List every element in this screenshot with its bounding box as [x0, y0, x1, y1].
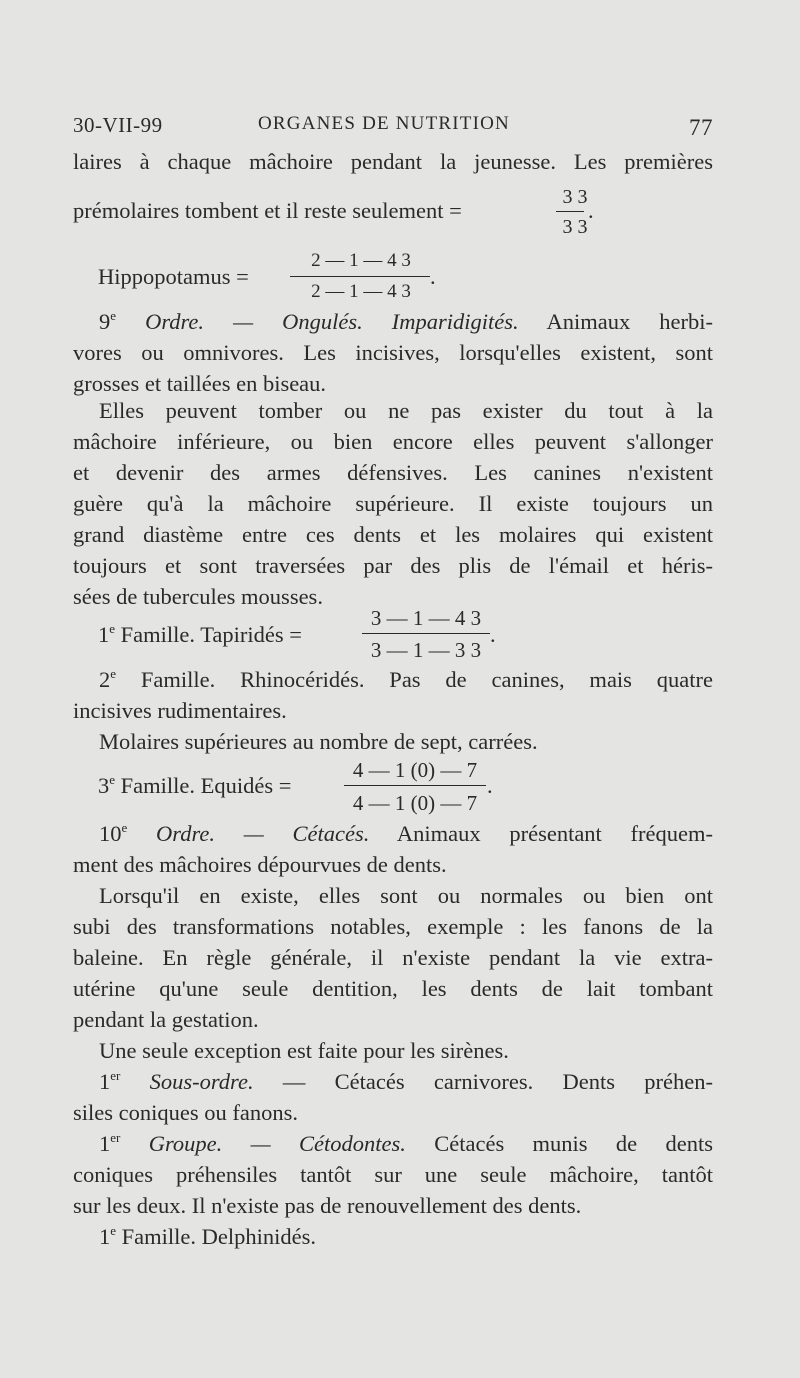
ordre10-rest: Animaux présentant fréquem- [396, 821, 714, 846]
famille3-sup: e [109, 772, 116, 787]
sous-ordre-title: Sous-ordre. [149, 1069, 254, 1094]
formula-numerator: 3 3 [562, 186, 588, 208]
header-date: 30-VII-99 [73, 113, 163, 137]
header-title: ORGANES DE NUTRITION [258, 113, 510, 134]
hippo-formula-numerator: 2 — 1 — 4 3 [311, 250, 411, 271]
ordre10-sup: e [121, 820, 128, 835]
tapirides-formula-denominator: 3 — 1 — 3 3 [370, 638, 482, 662]
sous-ordre-line1 [73, 1066, 713, 1097]
famille1-text: Famille. Tapiridés = [120, 622, 302, 647]
groupe-rest: Cétacés munis de dents [434, 1131, 714, 1156]
famille-delph-num: 1 [99, 1224, 111, 1249]
famille2-num: 2 [99, 667, 111, 692]
page-number: 77 [689, 115, 713, 140]
sous-ordre-num: 1 [99, 1069, 111, 1094]
groupe-title: Groupe. — Cétodontes. [148, 1131, 406, 1156]
p-elles-line2: mâchoire inférieure, ou bien encore elles peuvent s'allonger [73, 429, 713, 454]
famille3-label [98, 773, 291, 799]
formula-period: . [490, 622, 496, 647]
running-header [73, 113, 713, 143]
p-elles-line3: et devenir des armes défensives. Les canines n'existent [73, 460, 713, 485]
equides-formula-numerator: 4 — 1 (0) — 7 [352, 758, 478, 782]
famille3-text: Famille. Equidés = [120, 773, 292, 798]
exception-line: Une seule exception est faite pour les sirènes. [99, 1038, 509, 1063]
ordre9-line1 [73, 306, 713, 337]
p-elles-line6: toujours et sont traversées par des plis de l'émail et héris- [73, 553, 713, 578]
line-laires: laires à chaque mâchoire pendant la jeunesse. Les premières [73, 149, 713, 174]
ordre10-title: Ordre. — Cétacés. [156, 821, 370, 846]
p-lorsqu-line1: Lorsqu'il en existe, elles sont ou normales ou bien ont [99, 883, 713, 908]
groupe-num: 1 [99, 1131, 111, 1156]
ordre9-line2: vores ou omnivores. Les incisives, lorsqu'elles existent, sont [73, 340, 713, 365]
groupe-line2: coniques préhensiles tantôt sur une seule mâchoire, tantôt [73, 1162, 713, 1187]
p-elles-line7: sées de tubercules mousses. [73, 584, 323, 609]
line-premolaires: prémolaires tombent et il reste seulement = [73, 198, 462, 223]
formula-period: . [487, 773, 493, 798]
molaires-line: Molaires supérieures au nombre de sept, carrées. [99, 729, 538, 754]
fraction-bar [556, 211, 584, 212]
ordre10-line1 [73, 818, 713, 849]
sous-ordre-line2: siles coniques ou fanons. [73, 1100, 298, 1125]
p-elles-line4: guère qu'à la mâchoire supérieure. Il existe toujours un [73, 491, 713, 516]
equides-formula-denominator: 4 — 1 (0) — 7 [352, 791, 478, 815]
famille1-label [98, 622, 302, 648]
famille-delph-text: Famille. Delphinidés. [121, 1224, 317, 1249]
formula-period: . [588, 198, 594, 223]
fraction-bar [344, 785, 486, 786]
p-lorsqu-line4: utérine qu'une seule dentition, les dents de lait tombant [73, 976, 713, 1001]
ordre9-num: 9 [99, 309, 111, 334]
groupe-line3: sur les deux. Il n'existe pas de renouvellement des dents. [73, 1193, 582, 1218]
ordre9-rest: Animaux herbi- [546, 309, 713, 334]
p-lorsqu-line5: pendant la gestation. [73, 1007, 259, 1032]
groupe-line1 [73, 1128, 713, 1159]
tapirides-formula-numerator: 3 — 1 — 4 3 [370, 606, 482, 630]
p-elles-line5: grand diastème entre ces dents et les molaires qui existent [73, 522, 713, 547]
famille2-sup: e [110, 666, 117, 681]
famille2-line1 [73, 664, 713, 695]
groupe-sup: er [110, 1130, 121, 1145]
formula-period: . [430, 264, 436, 289]
famille3-num: 3 [98, 773, 110, 798]
sous-ordre-sup: er [110, 1068, 121, 1083]
p-elles-line1: Elles peuvent tomber ou ne pas exister du tout à la [99, 398, 713, 423]
fraction-bar [362, 633, 490, 634]
famille-delph-sup: e [110, 1223, 117, 1238]
p-lorsqu-line3: baleine. En règle générale, il n'existe pendant la vie extra- [73, 945, 713, 970]
ordre9-line3: grosses et taillées en biseau. [73, 371, 327, 396]
p-lorsqu-line2: subi des transformations notables, exemple : les fanons de la [73, 914, 713, 939]
hippopotamus-label: Hippopotamus = [98, 264, 249, 289]
formula-denominator: 3 3 [562, 216, 588, 238]
ordre9-title: Ordre. — Ongulés. Imparidigités. [145, 309, 519, 334]
famille1-sup: e [109, 621, 116, 636]
famille-delphinides-line [73, 1221, 713, 1252]
ordre10-line2: ment des mâchoires dépourvues de dents. [73, 852, 447, 877]
ordre9-sup: e [110, 308, 117, 323]
famille1-num: 1 [98, 622, 110, 647]
famille2-line2: incisives rudimentaires. [73, 698, 287, 723]
ordre10-num: 10 [99, 821, 122, 846]
hippo-formula-denominator: 2 — 1 — 4 3 [311, 281, 411, 302]
fraction-bar [290, 276, 430, 277]
famille2-text: Famille. Rhinocéridés. Pas de canines, mais quatre [140, 667, 713, 692]
sous-ordre-rest: — Cétacés carnivores. Dents préhen- [282, 1069, 713, 1094]
